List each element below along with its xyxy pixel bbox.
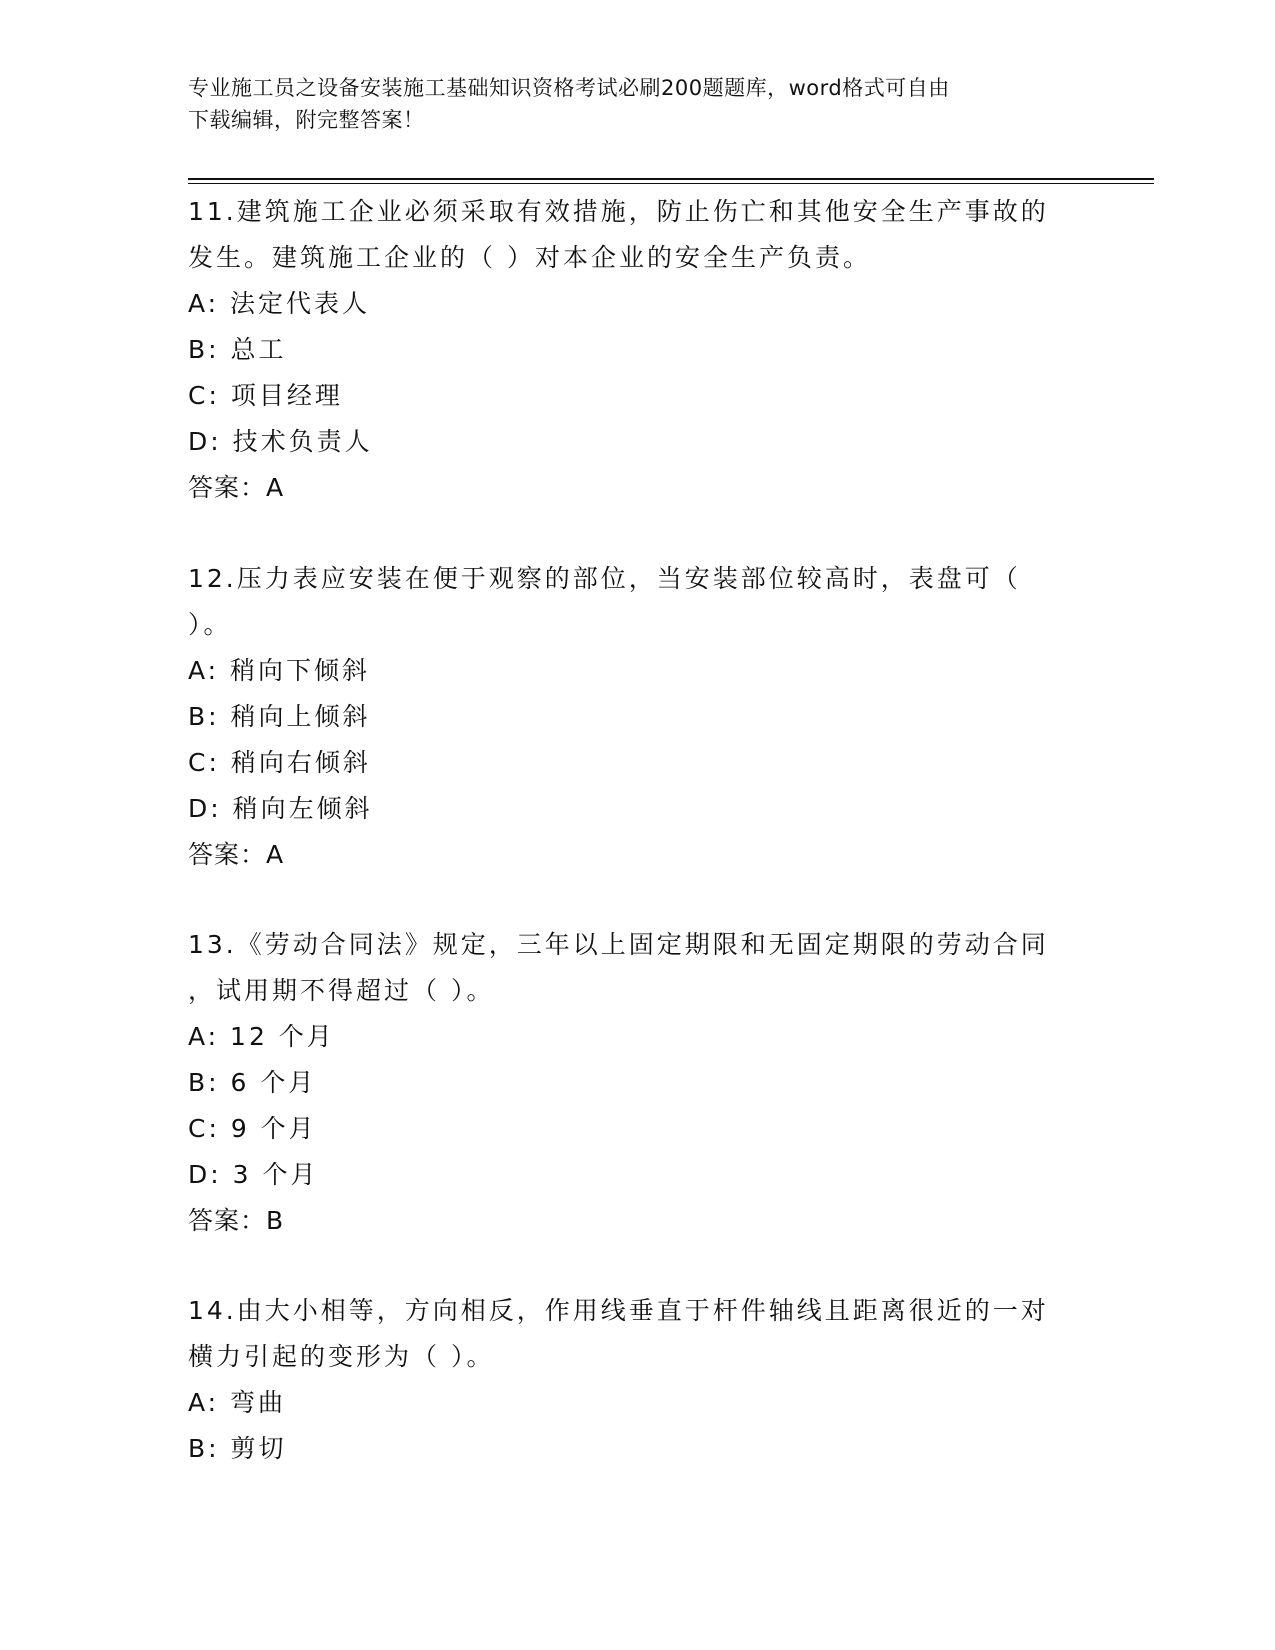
question-stem-line: ）。 [188,610,232,639]
header-divider-thick [188,178,1154,180]
document-header [188,72,1088,136]
answer: 答案：A [188,840,285,869]
option-b: B: 稍向上倾斜 [188,702,371,731]
option-b: B: 总工 [188,335,287,364]
option-d: D: 3 个月 [188,1160,319,1189]
option-c: C: 9 个月 [188,1114,317,1143]
question-13 [188,922,1078,1244]
header-line-1: 专业施工员之设备安装施工基础知识资格考试必刷200题题库，word格式可自由 [188,76,950,100]
question-stem-line: 11.建筑施工企业必须采取有效措施，防止伤亡和其他安全生产事故的 [188,197,1049,226]
option-c: C: 稍向右倾斜 [188,748,371,777]
header-divider-thin [188,183,1154,184]
option-d: D: 技术负责人 [188,427,373,456]
question-11 [188,189,1078,511]
question-stem-line: 横力引起的变形为（ ）。 [188,1342,495,1371]
question-12 [188,556,1078,878]
option-b: B: 6 个月 [188,1068,317,1097]
question-stem-line: 发生。建筑施工企业的（ ）对本企业的安全生产负责。 [188,243,871,272]
option-d: D: 稍向左倾斜 [188,794,373,823]
header-line-2: 下载编辑，附完整答案！ [188,108,425,132]
option-c: C: 项目经理 [188,381,343,410]
option-a: A: 弯曲 [188,1388,287,1417]
option-b: B: 剪切 [188,1434,287,1463]
question-stem-line: 13.《劳动合同法》规定，三年以上固定期限和无固定期限的劳动合同 [188,930,1049,959]
answer: 答案：A [188,473,285,502]
option-a: A: 12 个月 [188,1022,335,1051]
answer: 答案：B [188,1206,285,1235]
question-stem-line: 12.压力表应安装在便于观察的部位，当安装部位较高时，表盘可（ [188,564,1021,593]
question-stem-line: 14.由大小相等，方向相反，作用线垂直于杆件轴线且距离很近的一对 [188,1296,1049,1325]
question-14 [188,1288,1078,1472]
option-a: A: 稍向下倾斜 [188,656,371,685]
question-stem-line: ，试用期不得超过（ ）。 [188,976,495,1005]
option-a: A: 法定代表人 [188,289,371,318]
